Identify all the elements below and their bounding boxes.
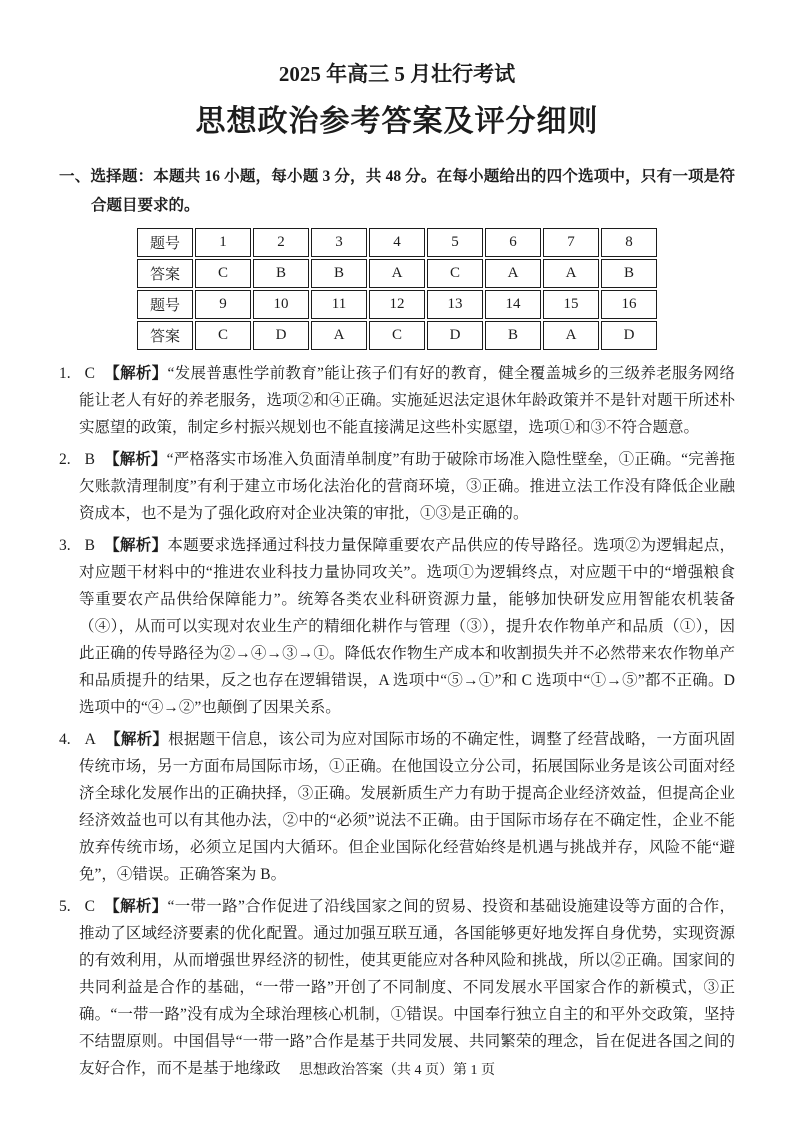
question-number-cell: 14: [485, 290, 541, 319]
item-answer-letter: C: [84, 898, 95, 915]
question-number-cell: 13: [427, 290, 483, 319]
question-number-cell: 9: [195, 290, 251, 319]
explanation-item: [59, 446, 735, 527]
item-explanation-text: “发展普惠性学前教育”能让孩子们有好的教育，健全覆盖城乡的三级养老服务网络能让老人有好的养老服务，选项②和④正确。实施延迟法定退休年龄政策并不是针对题干所述朴实愿望的政策，制定乡村振兴规划也不能直接满足这些朴实愿望，选项①和③不符合题意。: [79, 365, 735, 436]
explanation-item: [59, 726, 735, 888]
page-footer: 思想政治答案（共 4 页）第 1 页: [299, 1063, 495, 1078]
analysis-tag: 【解析】: [103, 898, 168, 915]
item-explanation-text: “严格落实市场准入负面清单制度”有助于破除市场准入隐性壁垒，①正确。“完善拖欠账款清理制度”有利于建立市场化法治化的营商环境，③正确。推进立法工作没有降低企业融资成本，也不是为了强化政府对企业决策的审批，①③是正确的。: [79, 451, 735, 522]
question-number-cell: 6: [485, 228, 541, 257]
row-header-cell: 题号: [137, 290, 193, 319]
question-number-cell: 8: [601, 228, 657, 257]
question-number-cell: 15: [543, 290, 599, 319]
answer-cell: A: [311, 321, 367, 350]
answer-cell: A: [543, 321, 599, 350]
item-explanation-text: 本题要求选择通过科技力量保障重要农产品供应的传导路径。选项②为逻辑起点，对应题干材料中的“推进农业科技力量协同攻关”。选项①为逻辑终点，对应题干中的“增强粮食等重要农产品供给保障能力”。统筹各类农业科研资源力量，能够加快研发应用智能农机装备（④），从而可以实现对农业生产的精细化耕作与管理（③），提升农作物单产和品质（①），因此正确的传导路径为②→④→③→①。降低农作物生产成本和收割损失并不必然带来农作物单产和品质提升的结果，反之也存在逻辑错误，A 选项中“⑤→①”和 C 选项中“①→⑤”都不正确。D 选项中的“④→②”也颠倒了因果关系。: [79, 537, 735, 716]
question-number-cell: 4: [369, 228, 425, 257]
item-number: 1.: [59, 365, 71, 382]
explanation-list: [59, 360, 735, 1082]
section-one-heading: [59, 162, 735, 220]
analysis-tag: 【解析】: [103, 365, 168, 382]
item-answer-letter: A: [84, 731, 96, 748]
analysis-tag: 【解析】: [103, 537, 168, 554]
question-number-cell: 2: [253, 228, 309, 257]
answer-cell: A: [543, 259, 599, 288]
answer-cell: A: [369, 259, 425, 288]
answer-cell: B: [601, 259, 657, 288]
answer-cell: C: [369, 321, 425, 350]
answer-cell: C: [427, 259, 483, 288]
answer-row: [137, 259, 657, 288]
answer-cell: C: [195, 259, 251, 288]
answer-cell: D: [601, 321, 657, 350]
answer-cell: D: [253, 321, 309, 350]
page-content: [59, 58, 735, 1087]
explanation-item: [59, 893, 735, 1082]
item-number: 4.: [59, 731, 71, 748]
question-number-cell: 16: [601, 290, 657, 319]
answer-key-title: 思想政治参考答案及评分细则: [195, 105, 599, 138]
section-one-heading-text: 选择题：本题共 16 小题，每小题 3 分，共 48 分。在每小题给出的四个选项中，只有一项是符合题目要求的。: [90, 168, 735, 214]
exam-title: 2025 年高三 5 月壮行考试: [278, 62, 516, 86]
question-number-cell: 11: [311, 290, 367, 319]
row-header-cell: 题号: [137, 228, 193, 257]
answer-cell: B: [485, 321, 541, 350]
question-number-row: [137, 290, 657, 319]
item-answer-letter: B: [84, 451, 95, 468]
item-explanation-text: 根据题干信息，该公司为应对国际市场的不确定性，调整了经营战略，一方面巩固传统市场，另一方面布局国际市场，①正确。在他国设立分公司，拓展国际业务是该公司面对经济全球化发展作出的正确抉择，③正确。发展新质生产力有助于提高企业经济效益，但提高企业经济效益也可以有其他办法，②中的“必须”说法不正确。由于国际市场存在不确定性，企业不能放弃传统市场，必须立足国内大循环。但企业国际化经营始终是机遇与挑战并存，风险不能“避免”，④错误。正确答案为 B。: [79, 731, 735, 883]
item-explanation-text: “一带一路”合作促进了沿线国家之间的贸易、投资和基础设施建设等方面的合作，推动了区域经济要素的优化配置。通过加强互联互通，各国能够更好地发挥自身优势，实现资源的有效利用，从而增强世界经济的韧性，使其更能应对各种风险和挑战，所以②正确。国家间的共同利益是合作的基础，“一带一路”开创了不同制度、不同发展水平国家合作的新模式，③正确。“一带一路”没有成为全球治理核心机制，①错误。中国奉行独立自主的和平外交政策，坚持不结盟原则。中国倡导“一带一路”合作是基于共同发展、共同繁荣的理念，旨在促进各国之间的友好合作，而不是基于地缘政: [79, 898, 735, 1077]
item-number: 2.: [59, 451, 71, 468]
answer-row: [137, 321, 657, 350]
section-one-marker: 一、: [59, 168, 91, 185]
explanation-item: [59, 532, 735, 721]
question-number-cell: 3: [311, 228, 367, 257]
item-number: 5.: [59, 898, 71, 915]
answer-cell: C: [195, 321, 251, 350]
question-number-cell: 7: [543, 228, 599, 257]
question-number-cell: 1: [195, 228, 251, 257]
answer-cell: D: [427, 321, 483, 350]
question-number-row: [137, 228, 657, 257]
row-header-cell: 答案: [137, 259, 193, 288]
item-number: 3.: [59, 537, 71, 554]
question-number-cell: 10: [253, 290, 309, 319]
analysis-tag: 【解析】: [104, 731, 169, 748]
answer-table: [135, 226, 659, 352]
explanation-item: [59, 360, 735, 441]
row-header-cell: 答案: [137, 321, 193, 350]
question-number-cell: 5: [427, 228, 483, 257]
item-answer-letter: B: [84, 537, 95, 554]
answer-cell: A: [485, 259, 541, 288]
question-number-cell: 12: [369, 290, 425, 319]
answer-cell: B: [253, 259, 309, 288]
answer-cell: B: [311, 259, 367, 288]
item-answer-letter: C: [84, 365, 95, 382]
analysis-tag: 【解析】: [103, 451, 167, 468]
answer-table-body: [137, 228, 657, 350]
